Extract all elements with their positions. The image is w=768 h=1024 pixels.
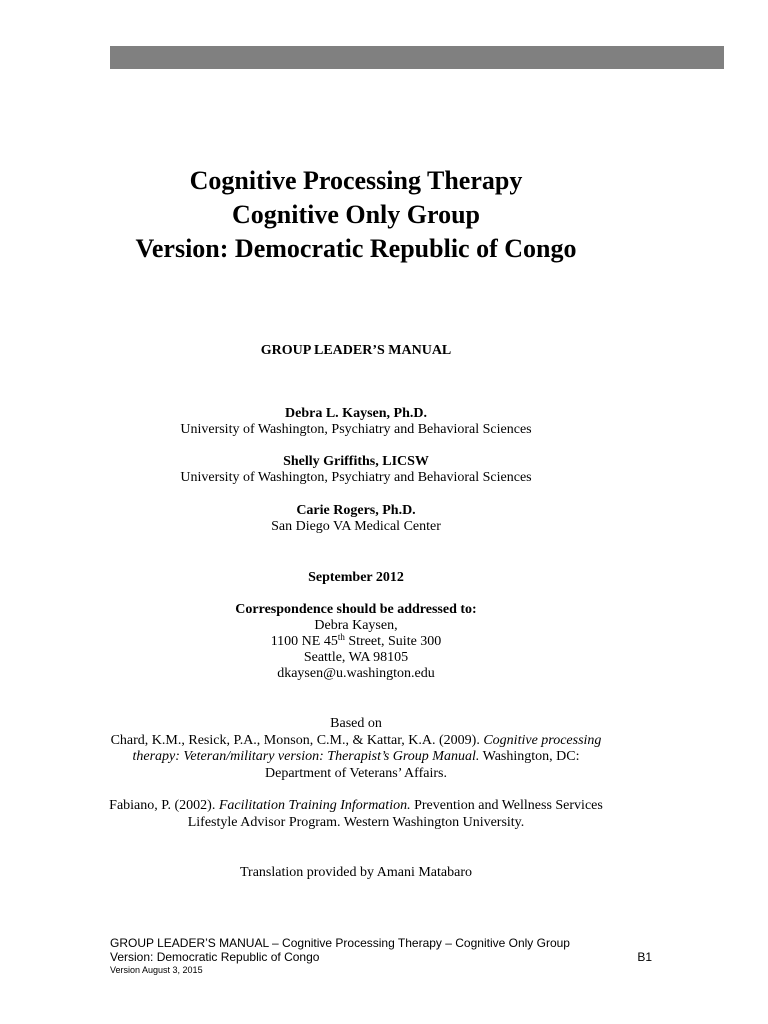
correspondence-heading: Correspondence should be addressed to: [235,602,477,617]
citation-authors: Fabiano, P. (2002). [109,798,219,813]
author-affiliation: University of Washington, Psychiatry and Behavioral Sciences [180,422,532,437]
author-name: Shelly Griffiths, LICSW [283,454,429,469]
footer-version-date: Version August 3, 2015 [110,965,203,975]
correspondence-name: Debra Kaysen, [314,618,398,633]
citation-fabiano-line-2: Lifestyle Advisor Program. Western Washington University. [187,814,525,830]
author-block [0,406,712,438]
page-number: B1 [637,950,652,964]
footer-version: Version: Democratic Republic of Congo [110,950,320,964]
citation-chard-line-3: Department of Veterans’ Affairs. [265,765,447,781]
correspondence-address [0,634,712,650]
manual-heading: GROUP LEADER’S MANUAL [260,343,452,358]
citation-chard-line-1 [0,733,712,750]
author-name: Debra L. Kaysen, Ph.D. [285,406,427,421]
translation-credit: Translation provided by Amani Matabaro [239,865,472,880]
title-line-2: Cognitive Only Group [231,200,480,229]
author-block [0,503,712,535]
author-affiliation: University of Washington, Psychiatry and Behavioral Sciences [180,470,532,485]
footer-line-2 [110,950,652,964]
correspondence-block [0,602,712,682]
header-bar [110,46,724,69]
author-name: Carie Rogers, Ph.D. [296,503,416,518]
publication-date: September 2012 [308,570,404,585]
citation-fabiano-line-1 [0,798,712,815]
citation-chard-line-2 [0,749,712,766]
citation-authors: Chard, K.M., Resick, P.A., Monson, C.M., & Kattar, K.A. (2009). [110,732,484,748]
page-footer [110,936,652,976]
author-block [0,454,712,486]
citation-title: Facilitation Training Information. [218,798,411,813]
correspondence-city: Seattle, WA 98105 [303,650,409,665]
author-affiliation: San Diego VA Medical Center [271,519,441,534]
address-street-number: 1100 NE 45 [270,634,338,649]
address-ordinal: th [337,632,345,642]
title-line-1: Cognitive Processing Therapy [189,166,523,195]
citation-title-part: therapy: Veteran/military version: Therapist’s Group Manual. [132,749,480,764]
citation-publisher: Prevention and Wellness Services [410,798,603,813]
document-title [0,164,712,266]
based-on-heading: Based on [330,716,382,731]
footer-line-1: GROUP LEADER’S MANUAL – Cognitive Processing Therapy – Cognitive Only Group [110,936,570,950]
citation-fabiano [0,798,712,831]
based-on-block [0,716,712,782]
citation-publisher: Washington, DC: [479,749,580,764]
correspondence-email: dkaysen@u.washington.edu [277,666,435,681]
address-street: Street, Suite 300 [344,634,442,649]
citation-title-part: Cognitive processing [483,732,602,748]
title-line-3: Version: Democratic Republic of Congo [135,234,577,263]
